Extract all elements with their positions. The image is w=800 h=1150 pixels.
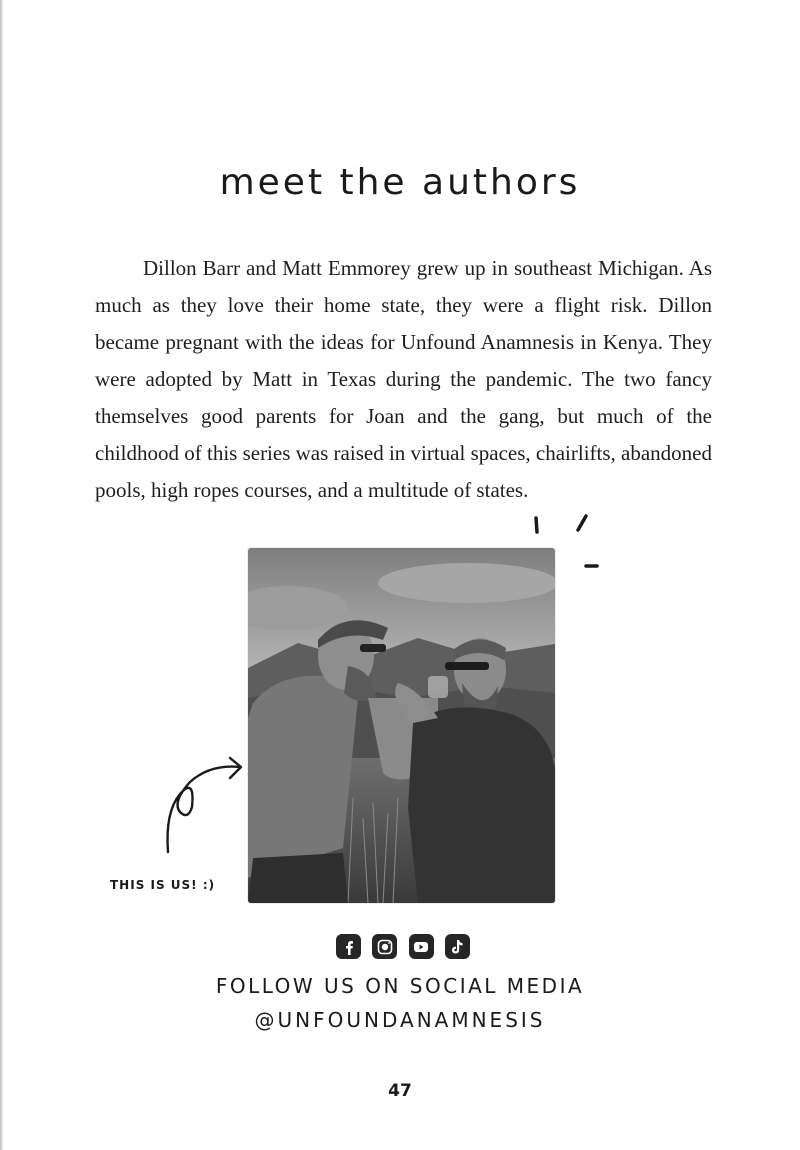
page-title: meet the authors (219, 162, 581, 203)
instagram-icon[interactable] (372, 934, 397, 959)
youtube-icon[interactable] (409, 934, 434, 959)
facebook-icon[interactable] (336, 934, 361, 959)
page-number: 47 (388, 1081, 412, 1101)
social-handle[interactable]: @UNFOUNDANAMNESIS (254, 1008, 546, 1032)
tiktok-icon[interactable] (445, 934, 470, 959)
curved-arrow-icon (150, 752, 250, 862)
author-bio: Dillon Barr and Matt Emmorey grew up in southeast Michigan. As much as they love their home state, they were a flight risk. Dillon became pregnant with the ideas for Unfound Anamnesis in Kenya. They were adopted by Matt in Texas during the pandemic. The two fancy themselves good parents for Joan and the gang, but much of the childhood of this series was raised in virtual spaces, chairlifts, abandoned pools, high ropes courses, and a multitude of states. (95, 256, 712, 502)
authors-photo (248, 548, 555, 903)
follow-us-label: FOLLOW US ON SOCIAL MEDIA (215, 974, 585, 998)
social-icon-row (336, 934, 470, 960)
photo-caption: THIS IS US! :) (110, 878, 216, 892)
